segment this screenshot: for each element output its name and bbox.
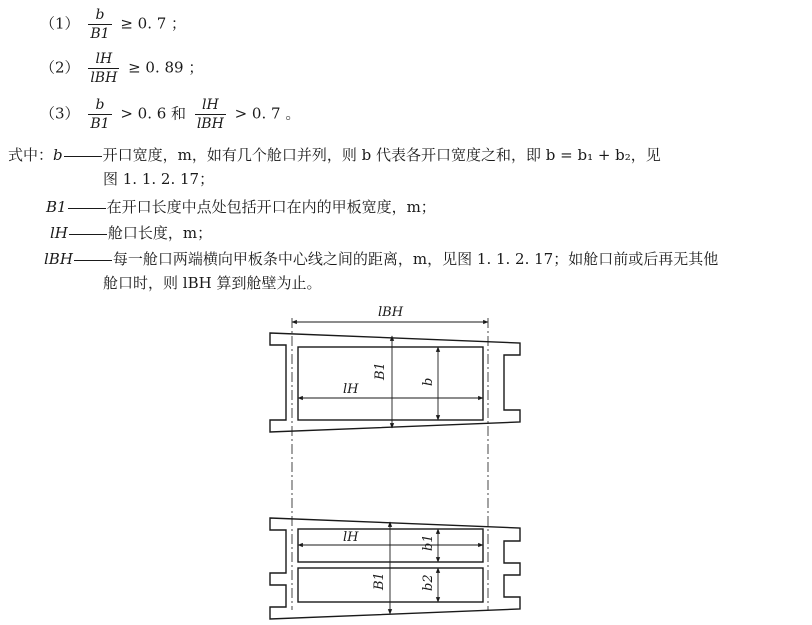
definition-text: 图 1. 1. 2. 17； [103, 170, 215, 188]
definition-text: 舱口长度，m； [107, 224, 213, 242]
label-lBH: lBH [378, 305, 404, 320]
condition-relation: ≥ 0. 7 ； [120, 14, 187, 33]
symbol-lBH: lBH [44, 250, 73, 268]
fraction-denominator: B1 [90, 26, 110, 42]
top-hatch-opening [298, 347, 483, 420]
symbol-b: b [53, 146, 63, 164]
condition-index: （1） [40, 14, 80, 33]
definition-text: 在开口长度中点处包括开口在内的甲板宽度，m； [106, 198, 436, 216]
fraction-denominator: lBH [196, 116, 224, 132]
label-lH: lH [343, 382, 359, 397]
fraction-numerator: b [95, 7, 105, 23]
condition-relation: > 0. 7 。 [234, 104, 301, 123]
bottom-hatch-opening-2 [298, 568, 483, 602]
definition-text: 开口宽度，m，如有几个舱口并列，则 b 代表各开口宽度之和，即 b = b₁ + b₂，见 [102, 146, 661, 164]
condition-index: （2） [40, 58, 80, 77]
fraction-numerator: lH [201, 97, 219, 113]
definition-text: 每一舱口两端横向甲板条中心线之间的距离，m，见图 1. 1. 2. 17；如舱口前或后再无其他 [112, 250, 719, 268]
label-b2: b2 [421, 574, 436, 591]
definition-text: 舱口时，则 lBH 算到舱壁为止。 [103, 274, 322, 292]
fraction-numerator: b [95, 97, 105, 113]
label-b: b [421, 377, 436, 386]
label-B1-bottom: B1 [372, 572, 387, 590]
bottom-deck-plate [270, 518, 520, 619]
fraction-denominator: lBH [90, 70, 118, 86]
top-deck-plate [270, 333, 520, 432]
label-b1: b1 [421, 534, 436, 551]
condition-index: （3） [40, 104, 80, 123]
symbol-B1: B1 [46, 198, 67, 216]
label-lH-bottom: lH [343, 530, 359, 545]
condition-relation: ≥ 0. 89 ； [128, 58, 204, 77]
label-B1: B1 [373, 362, 388, 380]
definitions-lead: 式中： [8, 146, 54, 164]
bottom-hatch-opening-1 [298, 529, 483, 562]
fraction-numerator: lH [95, 51, 113, 67]
fraction-denominator: B1 [90, 116, 110, 132]
condition-relation: > 0. 6 和 [120, 104, 187, 123]
symbol-lH: lH [50, 224, 68, 242]
